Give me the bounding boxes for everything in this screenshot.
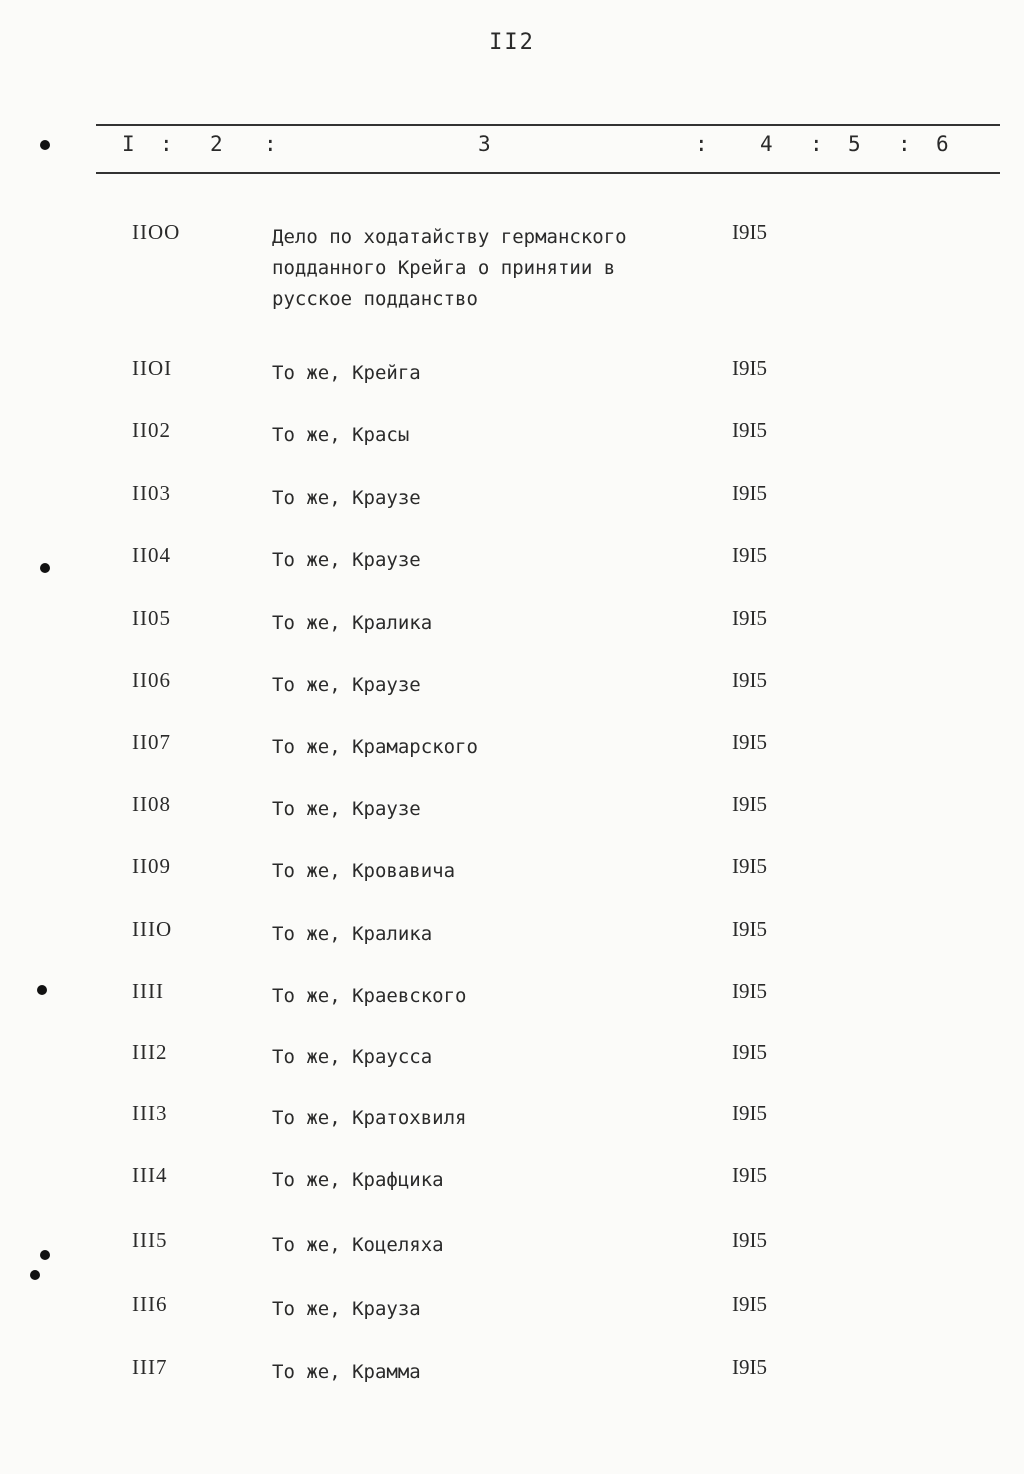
record-year: I9I5 (732, 1228, 767, 1252)
record-year: I9I5 (732, 1040, 767, 1064)
column-separator: : (264, 132, 277, 156)
record-title: То же, Краузa (272, 1298, 421, 1320)
column-header-5: 5 (848, 132, 861, 156)
record-number: III5 (132, 1228, 168, 1252)
record-title: То же, Кралика (272, 923, 433, 945)
record-title: То же, Коцеляха (272, 1234, 444, 1256)
record-number: IIII (132, 979, 164, 1003)
record-year: I9I5 (732, 1292, 767, 1316)
record-number: II07 (132, 730, 171, 754)
record-title: Дело по ходатайству германского подданного Крейга о принятии в русское подданство (272, 226, 627, 310)
column-header-6: 6 (936, 132, 949, 156)
record-number: II04 (132, 543, 171, 567)
record-year: I9I5 (732, 668, 767, 692)
column-header-3: 3 (478, 132, 491, 156)
column-header-4: 4 (760, 132, 773, 156)
punch-hole-mark (40, 140, 50, 150)
record-title: То же, Краузе (272, 798, 421, 820)
record-title: То же, Крейга (272, 362, 421, 384)
record-year: I9I5 (732, 1355, 767, 1379)
record-title: То же, Краузе (272, 487, 421, 509)
record-title: То же, Красы (272, 424, 410, 446)
column-separator: : (810, 132, 823, 156)
column-separator: : (898, 132, 911, 156)
record-number: II09 (132, 854, 171, 878)
record-number: III4 (132, 1163, 168, 1187)
record-year: I9I5 (732, 1101, 767, 1125)
punch-hole-mark (40, 563, 50, 573)
record-number: IIOO (132, 220, 181, 244)
column-header-1: I (122, 132, 135, 156)
record-year: I9I5 (732, 792, 767, 816)
record-number: III3 (132, 1101, 168, 1125)
page-number: II2 (489, 30, 535, 55)
header-top-rule (96, 124, 1000, 126)
record-number: III6 (132, 1292, 168, 1316)
punch-hole-mark (40, 1250, 50, 1260)
record-title: То же, Крафцика (272, 1169, 444, 1191)
record-number: IIOI (132, 356, 173, 380)
column-header-2: 2 (210, 132, 223, 156)
record-number: II06 (132, 668, 171, 692)
column-separator: : (695, 132, 708, 156)
header-bottom-rule (96, 172, 1000, 174)
column-header-row (0, 132, 1024, 162)
record-title: То же, Краевского (272, 985, 467, 1007)
record-year: I9I5 (732, 543, 767, 567)
column-separator: : (160, 132, 173, 156)
record-year: I9I5 (732, 854, 767, 878)
record-number: II08 (132, 792, 171, 816)
record-number: II05 (132, 606, 171, 630)
record-year: I9I5 (732, 1163, 767, 1187)
record-year: I9I5 (732, 917, 767, 941)
record-number: III7 (132, 1355, 168, 1379)
record-year: I9I5 (732, 356, 767, 380)
punch-hole-mark (37, 985, 47, 995)
record-year: I9I5 (732, 606, 767, 630)
record-year: I9I5 (732, 220, 767, 244)
punch-hole-mark (30, 1270, 40, 1280)
record-title: То же, Кралика (272, 612, 433, 634)
record-number: II02 (132, 418, 171, 442)
record-title: То же, Кратохвиля (272, 1107, 467, 1129)
record-title: То же, Краузе (272, 549, 421, 571)
record-title: То же, Краузе (272, 674, 421, 696)
record-year: I9I5 (732, 730, 767, 754)
record-title: То же, Кровавича (272, 860, 456, 882)
record-title: То же, Краусса (272, 1046, 433, 1068)
record-title: То же, Крамарского (272, 736, 478, 758)
record-number: III2 (132, 1040, 168, 1064)
record-number: IIIO (132, 917, 173, 941)
record-year: I9I5 (732, 979, 767, 1003)
record-title: То же, Крамма (272, 1361, 421, 1383)
record-year: I9I5 (732, 418, 767, 442)
record-number: II03 (132, 481, 171, 505)
record-year: I9I5 (732, 481, 767, 505)
